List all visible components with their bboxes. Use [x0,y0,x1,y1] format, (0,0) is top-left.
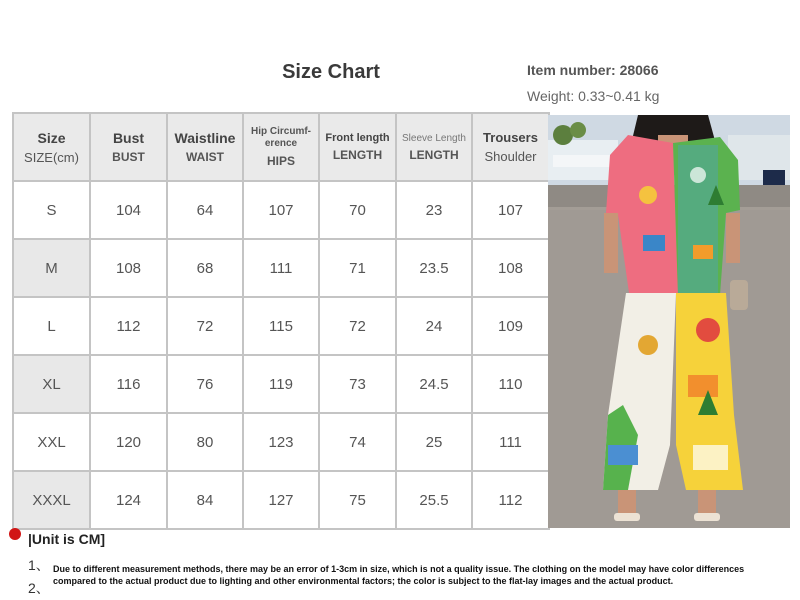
sleeve-length-cell: 25.5 [396,471,472,529]
column-header-sleeve-length: Sleeve Length LENGTH [396,113,472,181]
bust-cell: 124 [90,471,167,529]
size-cell: S [13,181,90,239]
table-header-row [13,113,549,181]
size-cell: L [13,297,90,355]
measurement-note: Due to different measurement methods, there may be an error of 1-3cm in size, which is not a quality issue. The clothing on the model may have color differences compared to the actual product due to lighting and other environmental factors; the color is subject to the flat-lay images and the actual product. [53,564,745,586]
column-header-trousers: Trousers Shoulder [472,113,549,181]
bust-cell: 112 [90,297,167,355]
table-row [13,297,549,355]
hips-cell: 127 [243,471,319,529]
table-row [13,413,549,471]
hips-cell: 123 [243,413,319,471]
waist-cell: 68 [167,239,243,297]
bust-cell: 108 [90,239,167,297]
front-length-cell: 74 [319,413,396,471]
table-row [13,471,549,529]
item-number: Item number: 28066 [527,62,659,78]
page-title: Size Chart [282,60,380,83]
note-number-1: 1、 [28,557,50,573]
sleeve-length-cell: 25 [396,413,472,471]
trousers-cell: 107 [472,181,549,239]
waist-cell: 84 [167,471,243,529]
trousers-cell: 112 [472,471,549,529]
hips-cell: 107 [243,181,319,239]
sleeve-length-cell: 23.5 [396,239,472,297]
sleeve-length-cell: 24 [396,297,472,355]
bust-cell: 104 [90,181,167,239]
hips-cell: 119 [243,355,319,413]
waist-cell: 80 [167,413,243,471]
note-number-2: 2、 [28,580,50,596]
product-photo [548,115,790,528]
sleeve-length-cell: 24.5 [396,355,472,413]
hips-cell: 111 [243,239,319,297]
bust-cell: 120 [90,413,167,471]
size-cell: XXXL [13,471,90,529]
column-header-hips: Hip Circumf-erence HIPS [243,113,319,181]
column-header-bust: Bust BUST [90,113,167,181]
trousers-cell: 108 [472,239,549,297]
front-length-cell: 72 [319,297,396,355]
front-length-cell: 70 [319,181,396,239]
column-header-front-length: Front length LENGTH [319,113,396,181]
waist-cell: 76 [167,355,243,413]
sleeve-length-cell: 23 [396,181,472,239]
trousers-cell: 109 [472,297,549,355]
item-weight: Weight: 0.33~0.41 kg [527,88,660,104]
size-cell: XL [13,355,90,413]
trousers-cell: 111 [472,413,549,471]
column-header-waist: Waistline WAIST [167,113,243,181]
front-length-cell: 71 [319,239,396,297]
table-row [13,355,549,413]
size-chart-table [12,112,550,530]
size-cell: M [13,239,90,297]
table-row [13,239,549,297]
bust-cell: 116 [90,355,167,413]
table-row [13,181,549,239]
unit-label: |Unit is CM] [28,531,106,547]
waist-cell: 64 [167,181,243,239]
hips-cell: 115 [243,297,319,355]
waist-cell: 72 [167,297,243,355]
size-cell: XXL [13,413,90,471]
trousers-cell: 110 [472,355,549,413]
bullet-dot [9,528,21,540]
front-length-cell: 75 [319,471,396,529]
front-length-cell: 73 [319,355,396,413]
column-header-size: Size SIZE(cm) [13,113,90,181]
